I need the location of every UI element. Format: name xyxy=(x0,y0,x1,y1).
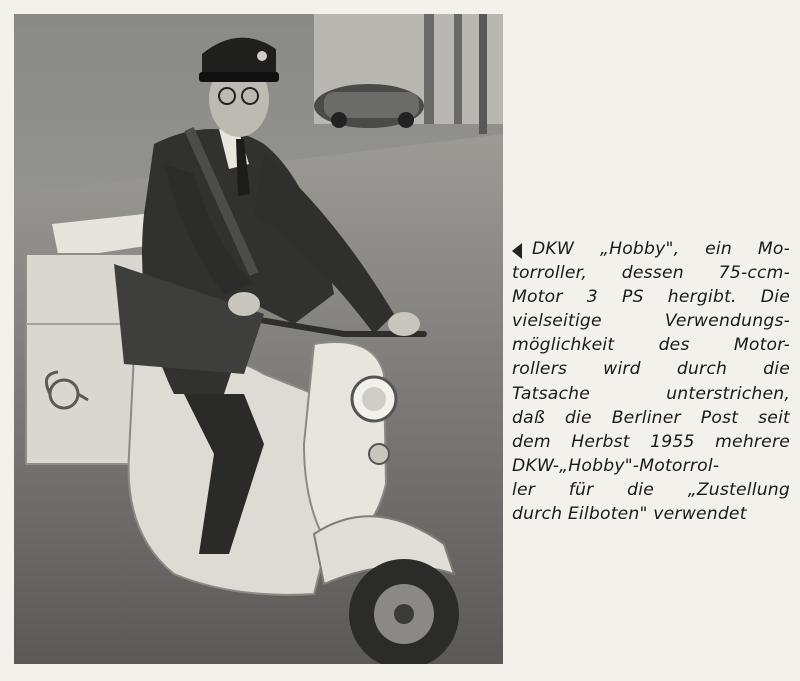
caption-line: torroller, dessen 75-ccm- xyxy=(512,263,790,284)
caption-line: dem Herbst 1955 mehrere xyxy=(512,431,790,452)
caption-line: durch Eilboten" verwendet xyxy=(512,504,747,525)
caption-line: Motor 3 PS hergibt. Die xyxy=(512,287,790,308)
background-car xyxy=(314,84,424,128)
caption-line: rollers wird durch die xyxy=(512,359,790,380)
caption-line: DKW „Hobby", ein Mo- xyxy=(532,239,790,259)
caption-line: daß die Berliner Post seit xyxy=(512,407,790,428)
caption-line: DKW-„Hobby"-Motorrol- xyxy=(512,455,720,476)
caption-line: möglichkeit des Motor- xyxy=(512,335,790,356)
scooter-photo-illustration xyxy=(14,14,503,664)
caption-line: vielseitige Verwendungs- xyxy=(512,311,790,332)
caption-line: ler für die „Zustellung xyxy=(512,479,790,500)
caption-line: Tatsache unterstrichen, xyxy=(512,383,790,404)
photograph xyxy=(14,14,503,664)
photo-caption xyxy=(512,237,790,526)
